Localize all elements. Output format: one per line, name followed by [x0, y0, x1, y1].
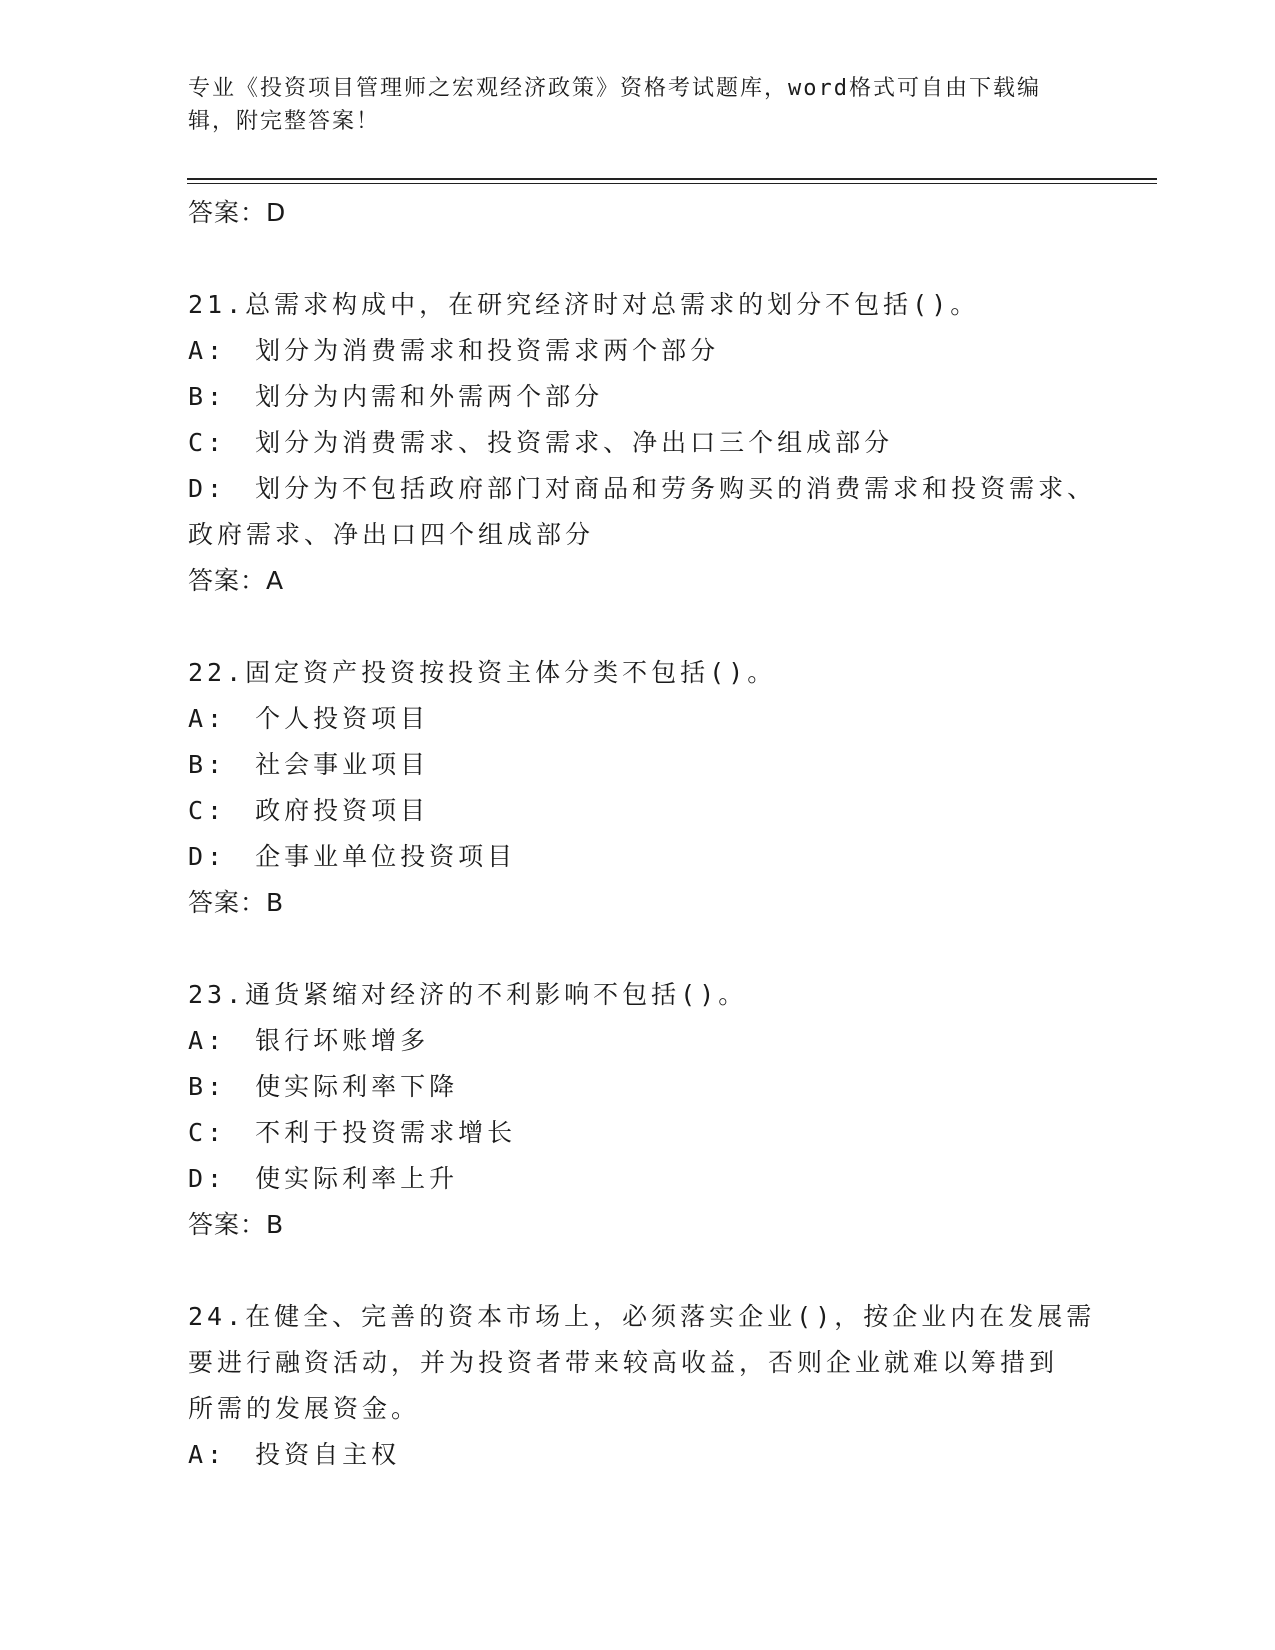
option-c: C: 不利于投资需求增长: [188, 1118, 517, 1147]
question-23: [188, 972, 1088, 1248]
question-21: [188, 282, 1097, 604]
spacer: [188, 926, 1088, 972]
question-24: [188, 1294, 1096, 1478]
spacer: [188, 604, 1088, 650]
question-stem: 22.固定资产投资按投资主体分类不包括()。: [188, 658, 777, 687]
option-b: B: 划分为内需和外需两个部分: [188, 382, 604, 411]
option-a: A: 银行坏账增多: [188, 1026, 430, 1055]
option-d-continued: 政府需求、净出口四个组成部分: [188, 520, 595, 549]
answer: 答案：B: [188, 888, 285, 917]
header-line-1: 专业《投资项目管理师之宏观经济政策》资格考试题库，word格式可自由下载编: [188, 76, 1041, 101]
question-stem-continued: 要进行融资活动，并为投资者带来较高收益，否则企业就难以筹措到: [188, 1348, 1059, 1377]
header-divider-thick: [187, 178, 1157, 180]
spacer: [188, 236, 1088, 282]
header-divider-thin: [187, 183, 1157, 184]
option-a: A: 划分为消费需求和投资需求两个部分: [188, 336, 720, 365]
option-c: C: 划分为消费需求、投资需求、净出口三个组成部分: [188, 428, 894, 457]
question-stem: 21.总需求构成中，在研究经济时对总需求的划分不包括()。: [188, 290, 980, 319]
previous-answer: 答案：D: [188, 198, 287, 227]
option-a: A: 个人投资项目: [188, 704, 430, 733]
option-d: D: 企事业单位投资项目: [188, 842, 517, 871]
option-d: D: 划分为不包括政府部门对商品和劳务购买的消费需求和投资需求、: [188, 474, 1097, 503]
spacer: [188, 1248, 1088, 1294]
document-header: [188, 72, 1088, 138]
option-b: B: 使实际利率下降: [188, 1072, 459, 1101]
option-b: B: 社会事业项目: [188, 750, 430, 779]
option-a: A: 投资自主权: [188, 1440, 401, 1469]
question-stem-continued: 所需的发展资金。: [188, 1394, 421, 1423]
header-line-2: 辑，附完整答案！: [188, 109, 381, 134]
question-22: [188, 650, 1088, 926]
option-c: C: 政府投资项目: [188, 796, 430, 825]
question-stem: 23.通货紧缩对经济的不利影响不包括()。: [188, 980, 748, 1009]
answer: 答案：A: [188, 566, 285, 595]
option-d: D: 使实际利率上升: [188, 1164, 459, 1193]
question-content: [188, 190, 1097, 1478]
answer: 答案：B: [188, 1210, 285, 1239]
question-stem: 24.在健全、完善的资本市场上，必须落实企业()，按企业内在发展需: [188, 1302, 1096, 1331]
